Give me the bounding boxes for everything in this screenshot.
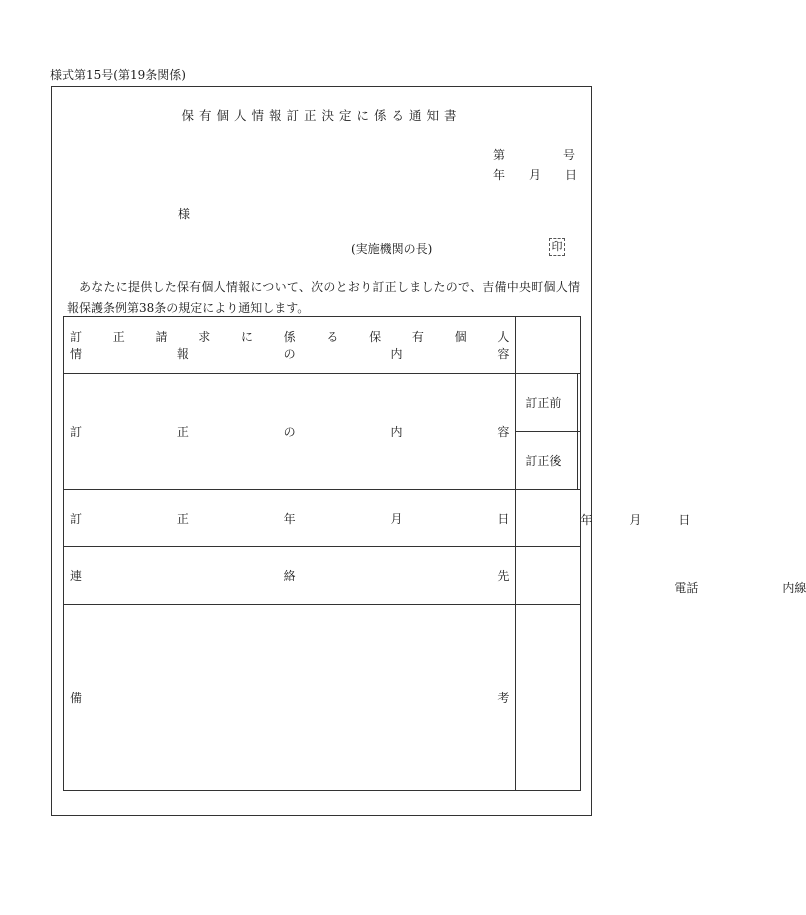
- label-requested-info-line1: [70, 328, 509, 345]
- label-char: 備: [70, 691, 83, 705]
- label-before: 訂正前: [516, 374, 578, 432]
- label-char: 正: [112, 330, 125, 344]
- label-char: 月: [390, 511, 403, 526]
- doc-number-go: 号: [563, 148, 576, 162]
- label-char: 考: [497, 691, 510, 705]
- contact-value[interactable]: [516, 547, 806, 605]
- label-char: の: [283, 347, 296, 361]
- table-row: [64, 374, 581, 432]
- label-remarks-text: [70, 689, 509, 706]
- label-char: 訂: [70, 330, 83, 344]
- document-title: 保有個人情報訂正決定に係る通知書: [181, 108, 462, 123]
- label-char: 求: [198, 330, 211, 344]
- label-char: 絡: [283, 569, 296, 583]
- label-remarks: [64, 605, 516, 791]
- label-contact-text: [70, 567, 509, 584]
- body-text: あなたに提供した保有個人情報について、次のとおり訂正しましたので、吉備中央町個人情報保護条例第38条の規定により通知します。: [67, 280, 580, 315]
- doc-number-dai: 第: [493, 148, 506, 162]
- label-char: 訂: [70, 511, 83, 526]
- label-char: の: [283, 425, 296, 439]
- form-number: 様式第15号(第19条関係): [50, 68, 186, 82]
- table-row: [64, 490, 581, 547]
- phone-label: 電話: [674, 581, 699, 595]
- label-char: に: [240, 330, 253, 344]
- label-char: 訂: [70, 425, 83, 439]
- seal-mark: 印: [549, 238, 565, 256]
- label-char: 人: [497, 330, 510, 344]
- label-char: 報: [176, 347, 189, 361]
- label-contact: [64, 547, 516, 605]
- label-char: 有: [411, 330, 424, 344]
- label-char: 個: [454, 330, 467, 344]
- label-correction-date: [64, 490, 516, 547]
- correction-date-month: 月: [629, 513, 642, 527]
- addressee-suffix: 様: [178, 207, 191, 221]
- label-correction-content: [64, 374, 516, 490]
- label-requested-info-line2: [70, 345, 509, 362]
- date-day: 日: [565, 168, 578, 182]
- label-char: 内: [390, 347, 403, 361]
- date-month: 月: [529, 168, 542, 182]
- label-char: 先: [497, 569, 510, 583]
- correction-date-day: 日: [678, 513, 691, 527]
- table-row: [64, 547, 581, 605]
- label-correction-content-text: [70, 423, 509, 440]
- label-char: る: [326, 330, 339, 344]
- label-char: 保: [369, 330, 382, 344]
- label-char: 正: [176, 425, 189, 439]
- label-char: 容: [497, 347, 510, 361]
- label-requested-info: [64, 317, 516, 374]
- label-char: 情: [70, 347, 83, 361]
- requested-info-value[interactable]: [516, 317, 581, 374]
- label-char: 係: [283, 330, 296, 344]
- notification-table: [63, 316, 806, 791]
- label-char: 内: [390, 425, 403, 439]
- label-char: 容: [497, 425, 510, 439]
- label-correction-date-text: [70, 510, 509, 527]
- label-char: 日: [497, 511, 510, 526]
- table-row: [64, 605, 581, 791]
- table-row: [64, 317, 581, 374]
- label-char: 連: [70, 569, 83, 583]
- before-value[interactable]: [578, 374, 581, 432]
- label-char: 正: [176, 511, 189, 526]
- label-after: 訂正後: [516, 432, 578, 490]
- sender-label: (実施機関の長): [351, 242, 433, 256]
- label-char: 年: [283, 511, 296, 526]
- after-value[interactable]: [578, 432, 581, 490]
- remarks-value[interactable]: [516, 605, 581, 791]
- correction-date-year: 年: [580, 513, 593, 527]
- extension-label: 内線: [782, 581, 806, 595]
- label-char: 請: [155, 330, 168, 344]
- date-year: 年: [493, 168, 506, 182]
- correction-date-value[interactable]: [516, 490, 691, 547]
